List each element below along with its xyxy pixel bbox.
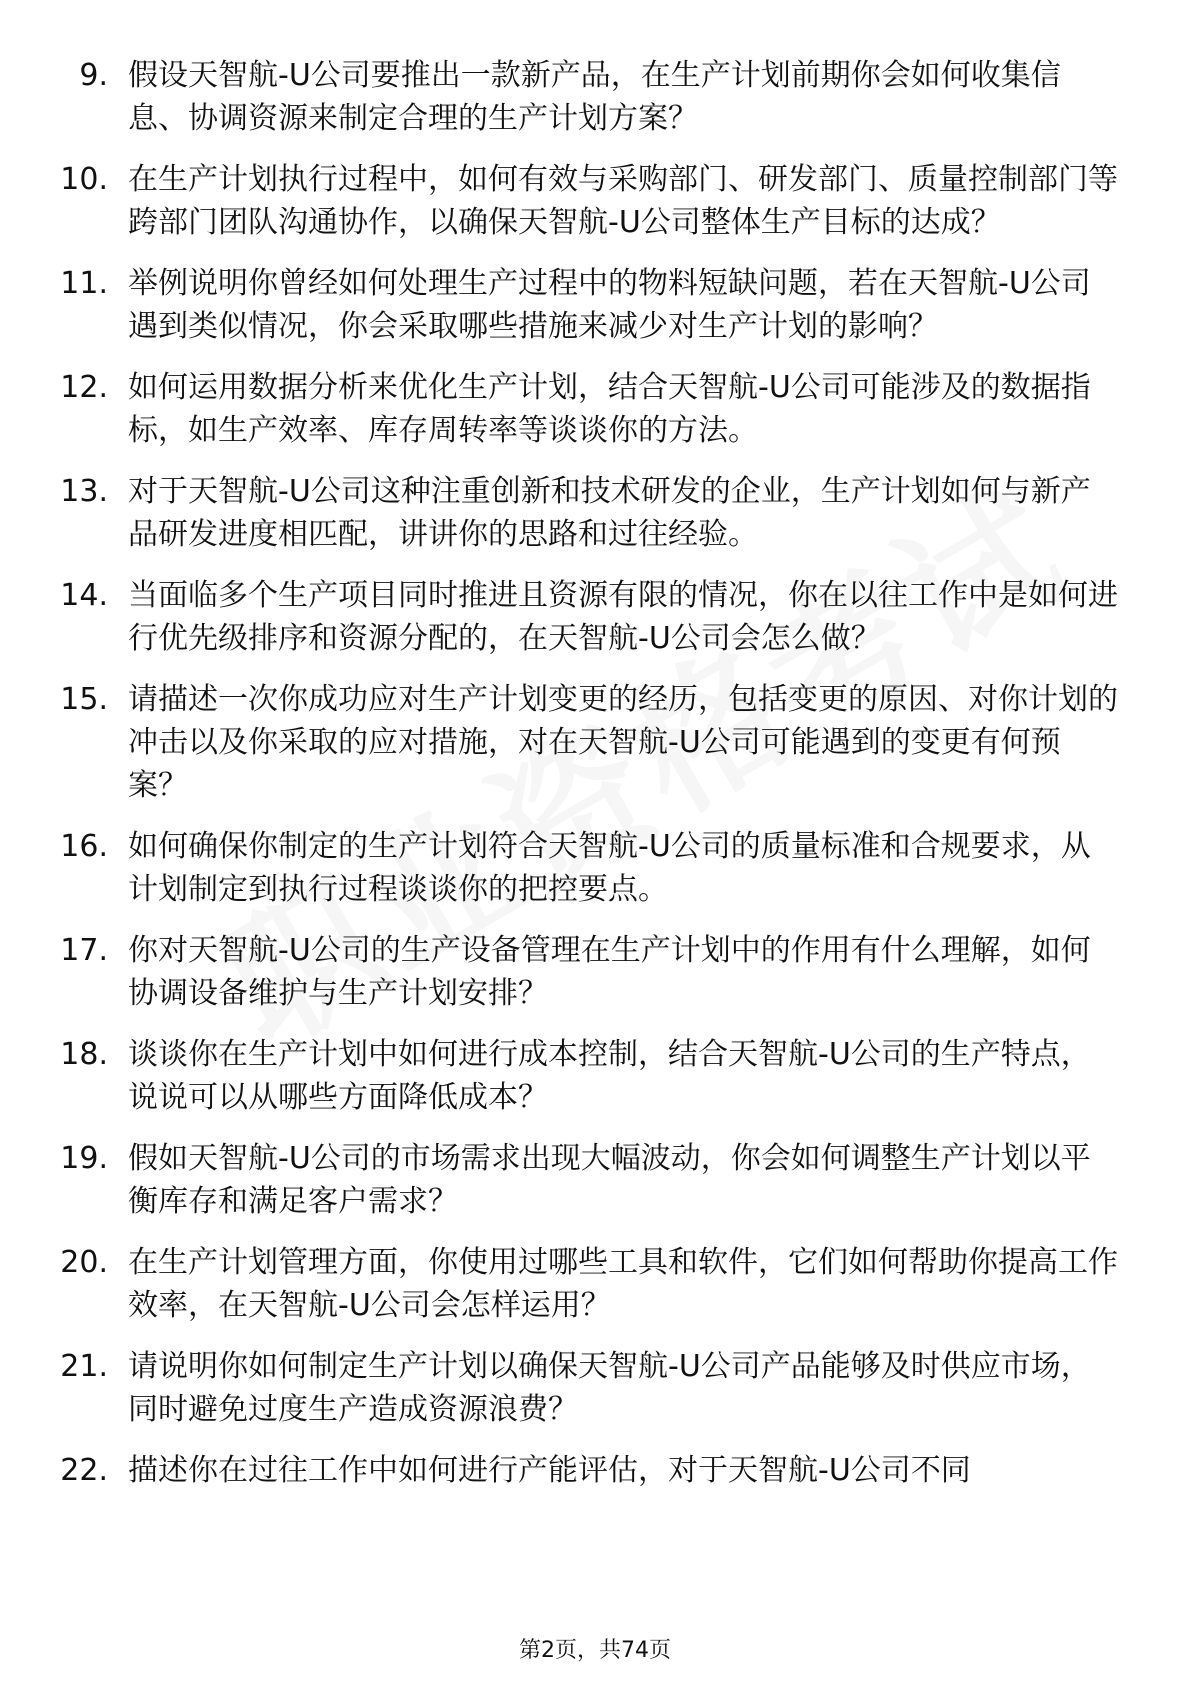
question-list (0, 54, 1190, 1510)
question-item (0, 929, 1190, 1015)
question-number: 19. (60, 1141, 108, 1176)
question-number: 14. (60, 578, 108, 613)
question-number: 16. (60, 829, 108, 864)
question-number: 22. (60, 1453, 108, 1488)
question-number: 20. (60, 1245, 108, 1280)
question-item (0, 825, 1190, 911)
question-number: 17. (60, 933, 108, 968)
question-item (0, 1137, 1190, 1223)
question-item (0, 366, 1190, 452)
question-number: 15. (60, 682, 108, 717)
question-item (0, 1033, 1190, 1119)
question-item (0, 470, 1190, 556)
question-text: 如何运用数据分析来优化生产计划，结合天智航-U公司可能涉及的数据指标，如生产效率、库存周转率等谈谈你的方法。 (128, 370, 1091, 448)
question-text: 如何确保你制定的生产计划符合天智航-U公司的质量标准和合规要求，从计划制定到执行过程谈谈你的把控要点。 (128, 829, 1091, 907)
question-item (0, 574, 1190, 660)
question-text: 请说明你如何制定生产计划以确保天智航-U公司产品能够及时供应市场，同时避免过度生产造成资源浪费？ (128, 1349, 1091, 1427)
question-text: 你对天智航-U公司的生产设备管理在生产计划中的作用有什么理解，如何协调设备维护与生产计划安排？ (128, 933, 1091, 1011)
question-text: 请描述一次你成功应对生产计划变更的经历，包括变更的原因、对你计划的冲击以及你采取的应对措施，对在天智航-U公司可能遇到的变更有何预案？ (128, 682, 1118, 803)
question-text: 假设天智航-U公司要推出一款新产品，在生产计划前期你会如何收集信息、协调资源来制定合理的生产计划方案？ (128, 58, 1061, 136)
question-item (0, 262, 1190, 348)
question-number: 12. (60, 370, 108, 405)
question-item (0, 54, 1190, 140)
page-footer (0, 1633, 1190, 1664)
question-number: 9. (79, 58, 108, 93)
question-number: 10. (60, 162, 108, 197)
question-number: 21. (60, 1349, 108, 1384)
question-item (0, 158, 1190, 244)
page-number-label: 第2页，共74页 (519, 1638, 671, 1663)
question-number: 11. (60, 266, 108, 301)
question-item (0, 1241, 1190, 1327)
question-text: 当面临多个生产项目同时推进且资源有限的情况，你在以往工作中是如何进行优先级排序和资源分配的，在天智航-U公司会怎么做？ (128, 578, 1118, 656)
question-text: 对于天智航-U公司这种注重创新和技术研发的企业，生产计划如何与新产品研发进度相匹配，讲讲你的思路和过往经验。 (128, 474, 1091, 552)
question-text: 假如天智航-U公司的市场需求出现大幅波动，你会如何调整生产计划以平衡库存和满足客户需求？ (128, 1141, 1091, 1219)
question-text: 在生产计划管理方面，你使用过哪些工具和软件，它们如何帮助你提高工作效率，在天智航-U公司会怎样运用？ (128, 1245, 1118, 1323)
question-number: 13. (60, 474, 108, 509)
question-text: 描述你在过往工作中如何进行产能评估，对于天智航-U公司不同 (128, 1453, 971, 1488)
question-text: 谈谈你在生产计划中如何进行成本控制，结合天智航-U公司的生产特点，说说可以从哪些方面降低成本？ (128, 1037, 1091, 1115)
question-text: 在生产计划执行过程中，如何有效与采购部门、研发部门、质量控制部门等跨部门团队沟通协作，以确保天智航-U公司整体生产目标的达成？ (128, 162, 1118, 240)
question-text: 举例说明你曾经如何处理生产过程中的物料短缺问题，若在天智航-U公司遇到类似情况，你会采取哪些措施来减少对生产计划的影响？ (128, 266, 1091, 344)
question-number: 18. (60, 1037, 108, 1072)
question-item (0, 1449, 1190, 1492)
question-item (0, 678, 1190, 807)
question-item (0, 1345, 1190, 1431)
